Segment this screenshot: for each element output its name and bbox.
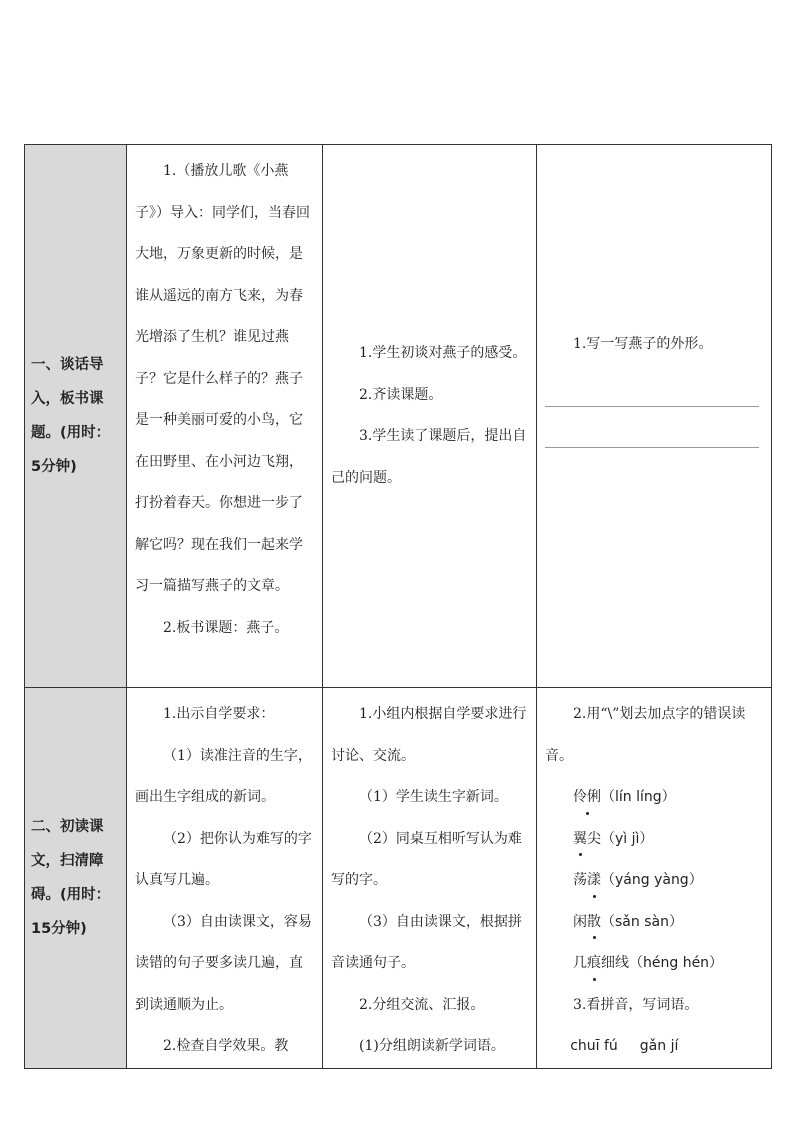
- word-item: 荡漾（yáng yàng）: [545, 860, 765, 902]
- student-cell: [323, 688, 537, 1069]
- exercise-cell: [537, 145, 772, 688]
- word-item: 闲散（sǎn sàn）: [545, 902, 765, 944]
- teacher-step: 1.（播放儿歌《小燕子》）导入：同学们，当春回大地，万象更新的时候，是谁从遥远的南方飞来，为春光增添了生机？谁见过燕子？它是什么样子的？燕子是一种美丽可爱的小鸟，它在田野里、在小河边飞翔，打扮着春天。你想进一步了解它吗？现在我们一起来学习一篇描写燕子的文章。: [135, 163, 310, 594]
- stage-cell: [25, 145, 127, 688]
- student-step: 1.小组内根据自学要求进行讨论、交流。: [331, 706, 527, 764]
- word-item: 翼尖（yì jì）: [545, 819, 765, 861]
- pinyin-row: [545, 1026, 765, 1068]
- teacher-cell: [127, 145, 323, 688]
- dotted-char: 伶俐: [573, 777, 601, 819]
- pinyin-choice[interactable]: （lín líng）: [601, 789, 676, 805]
- word-item: 几痕细线（héng hén）: [545, 943, 765, 985]
- pinyin-word: chuī fú: [570, 1038, 618, 1054]
- student-step: 1.学生初谈对燕子的感受。: [359, 345, 527, 361]
- word-item: [545, 777, 765, 819]
- dotted-char: 痕: [587, 943, 601, 985]
- exercise-prompt: 1.写一写燕子的外形。: [573, 336, 713, 353]
- dotted-char: 漾: [587, 860, 601, 902]
- exercise-cell: [537, 688, 772, 1069]
- teacher-step: （2）把你认为难写的字认真写几遍。: [135, 830, 312, 888]
- teacher-step: （3）自由读课文，容易读错的句子要多读几遍，直到读通顺为止。: [135, 913, 312, 1013]
- student-step: 2.分组交流、汇报。: [359, 996, 485, 1013]
- exercise-prompt: 2.用“\”划去加点字的错误读音。: [545, 706, 746, 764]
- teacher-cell: [127, 688, 323, 1069]
- table-row: [25, 145, 772, 688]
- student-step: 3.学生读了课题后，提出自己的问题。: [331, 428, 527, 486]
- student-cell: [323, 145, 537, 688]
- pinyin-choice[interactable]: （héng hén）: [629, 955, 724, 971]
- student-step: (1)分组朗读新学词语。: [359, 1038, 505, 1054]
- student-step: （2）同桌互相听写认为难写的字。: [331, 830, 522, 888]
- answer-line[interactable]: [545, 407, 759, 448]
- student-step: （3）自由读课文，根据拼音读通句子。: [331, 913, 522, 971]
- lesson-plan-table: [24, 144, 772, 1069]
- pinyin-word: gǎn jí: [639, 1038, 679, 1054]
- table-row: [25, 688, 772, 1069]
- teacher-step: （1）读准注音的生字，画出生字组成的新词。: [135, 747, 312, 805]
- student-step: （1）学生读生字新词。: [359, 789, 508, 805]
- pinyin-choice[interactable]: （yì jì）: [601, 830, 654, 847]
- student-step: 2.齐读课题。: [359, 386, 443, 403]
- teacher-step: 1.出示自学要求：: [163, 706, 275, 722]
- dotted-char: 散: [587, 902, 601, 944]
- pinyin-choice[interactable]: （yáng yàng）: [601, 872, 703, 888]
- teacher-step: 2.检查自学效果。教: [163, 1038, 289, 1054]
- stage-label: 一、谈话导入，板书课题。(用时：5分钟): [31, 357, 111, 475]
- stage-cell: [25, 688, 127, 1069]
- stage-label: 二、初读课文，扫清障碍。(用时：15分钟): [31, 818, 111, 937]
- teacher-step: 2.板书课题：燕子。: [163, 619, 289, 636]
- pinyin-choice[interactable]: （sǎn sàn）: [601, 913, 683, 930]
- dotted-char: 翼: [573, 819, 587, 861]
- exercise-prompt: 3.看拼音，写词语。: [573, 996, 699, 1013]
- answer-line[interactable]: [545, 366, 759, 407]
